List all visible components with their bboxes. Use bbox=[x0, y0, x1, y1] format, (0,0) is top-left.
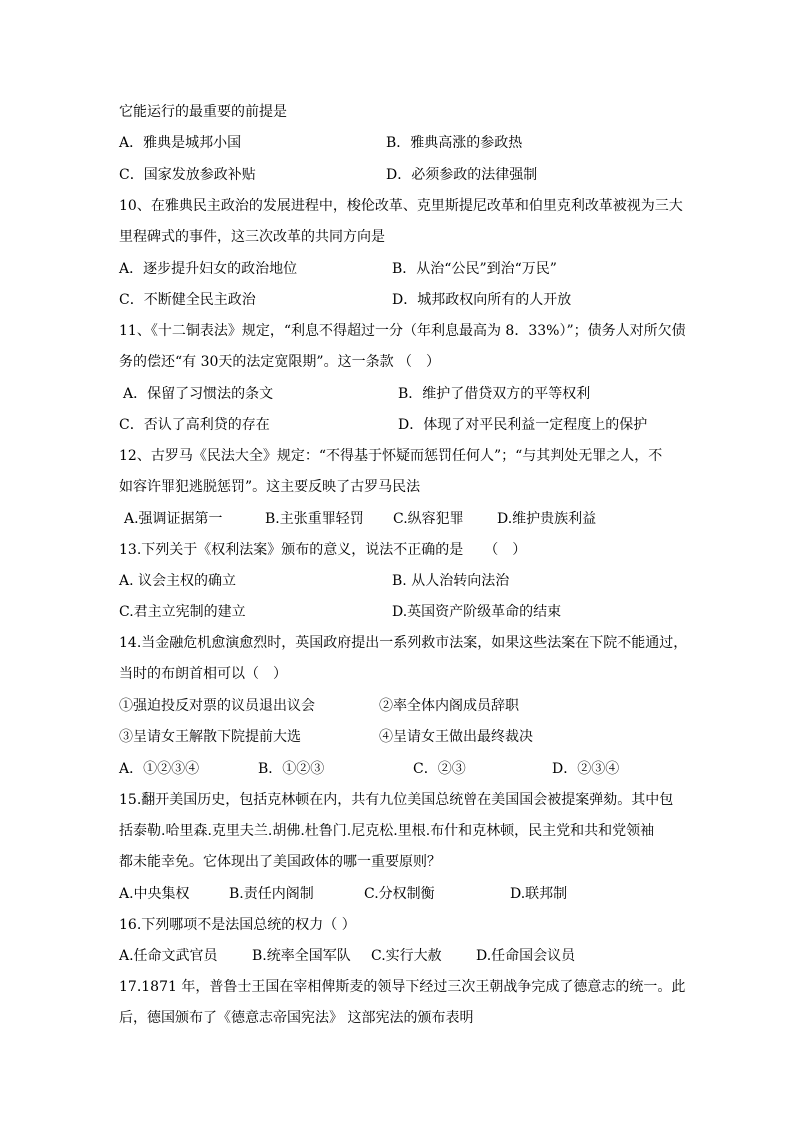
q14-choice-4: ④呈请女王做出最终裁决 bbox=[379, 729, 533, 745]
q16-stem: 16.下列哪项不是法国总统的权力（ ） bbox=[119, 917, 356, 933]
q9-option-a: A．雅典是城邦小国 bbox=[119, 135, 242, 151]
q14-choice-3: ③呈请女王解散下院提前大选 bbox=[119, 729, 301, 745]
q14-option-d: D．②③④ bbox=[552, 761, 620, 777]
q14-option-a: A．①②③④ bbox=[119, 761, 200, 777]
q10-option-a: A．逐步提升妇女的政治地位 bbox=[119, 261, 298, 277]
q14-choice-1: ①强迫投反对票的议员退出议会 bbox=[119, 698, 315, 714]
q15-stem-line3: 都未能幸免。它体现出了美国政体的哪一重要原则？ bbox=[119, 854, 441, 870]
q15-stem-line1: 15.翻开美国历史，包括克林顿在内，共有九位美国总统曾在美国国会被提案弹劾。其中包 bbox=[119, 792, 674, 808]
q14-option-c: C．②③ bbox=[413, 761, 466, 777]
q15-option-b: B.责任内阁制 bbox=[229, 886, 314, 902]
q12-stem-line1: 12、古罗马《民法大全》规定：“不得基于怀疑而惩罚任何人”；“与其判处无罪之人，不 bbox=[119, 448, 663, 464]
q13-option-b: B. 从人治转向法治 bbox=[392, 573, 510, 589]
q12-option-c: C.纵容犯罪 bbox=[393, 511, 464, 527]
q13-stem: 13.下列关于《权利法案》颁布的意义，说法不正确的是 （ ） bbox=[119, 542, 527, 558]
q10-option-b: B．从治“公民”到治“万民” bbox=[392, 261, 557, 277]
q13-option-c: C.君主立宪制的建立 bbox=[119, 604, 246, 620]
q15-stem-line2: 括泰勒.哈里森.克里夫兰.胡佛.杜鲁门.尼克松.里根.布什和克林顿，民主党和共和党领袖 bbox=[119, 823, 655, 839]
q16-option-a: A.任命文武官员 bbox=[119, 948, 218, 964]
q10-stem-line1: 10、在雅典民主政治的发展进程中，梭伦改革、克里斯提尼改革和伯里克利改革被视为三大 bbox=[119, 198, 683, 214]
q11-stem-line1: 11、《十二铜表法》规定，“利息不得超过一分（年利息最高为 8．33%）”；债务人对所欠债 bbox=[119, 323, 686, 339]
q11-option-c: C．否认了高利贷的存在 bbox=[119, 417, 270, 433]
q15-option-a: A.中央集权 bbox=[119, 886, 190, 902]
q12-option-b: B.主张重罪轻罚 bbox=[265, 511, 364, 527]
q13-option-a: A. 议会主权的确立 bbox=[119, 573, 237, 589]
q9-option-c: C．国家发放参政补贴 bbox=[119, 167, 256, 183]
q14-option-b: B．①②③ bbox=[258, 761, 325, 777]
q17-stem-line2: 后，德国颁布了《德意志帝国宪法》 这部宪法的颁布表明 bbox=[119, 1010, 474, 1026]
q14-stem-line2: 当时的布朗首相可以（ ） bbox=[119, 666, 287, 682]
q10-option-d: D．城邦政权向所有的人开放 bbox=[392, 292, 572, 308]
q16-option-b: B.统率全国军队 bbox=[252, 948, 351, 964]
q15-option-d: D.联邦制 bbox=[510, 886, 568, 902]
q17-stem-line1: 17.1871 年，普鲁士王国在宰相俾斯麦的领导下经过三次王朝战争完成了德意志的统一。此 bbox=[119, 979, 686, 995]
q16-option-d: D.任命国会议员 bbox=[476, 948, 576, 964]
q9-option-b: B．雅典高涨的参政热 bbox=[386, 135, 523, 151]
q10-stem-line2: 里程碑式的事件，这三次改革的共同方向是 bbox=[119, 229, 385, 245]
q10-option-c: C．不断健全民主政治 bbox=[119, 292, 256, 308]
q11-option-a: A．保留了习惯法的条文 bbox=[123, 386, 274, 402]
q9-stem-continuation: 它能运行的最重要的前提是 bbox=[119, 104, 287, 120]
q12-stem-line2: 如容许罪犯逃脱惩罚”。这主要反映了古罗马民法 bbox=[119, 479, 421, 495]
q12-option-d: D.维护贵族利益 bbox=[497, 511, 597, 527]
q13-option-d: D.英国资产阶级革命的结束 bbox=[392, 604, 562, 620]
q12-option-a: A.强调证据第一 bbox=[124, 511, 223, 527]
q11-option-d: D．体现了对平民利益一定程度上的保护 bbox=[398, 417, 648, 433]
q14-stem-line1: 14.当金融危机愈演愈烈时，英国政府提出一系列救市法案，如果这些法案在下院不能通过， bbox=[119, 635, 688, 651]
q9-option-d: D．必须参政的法律强制 bbox=[386, 167, 538, 183]
q14-choice-2: ②率全体内阁成员辞职 bbox=[379, 698, 519, 714]
q15-option-c: C.分权制衡 bbox=[364, 886, 435, 902]
q16-option-c: C.实行大赦 bbox=[371, 948, 442, 964]
q11-option-b: B．维护了借贷双方的平等权利 bbox=[398, 386, 591, 402]
q11-stem-line2: 务的偿还“有 30天的法定宽限期”。这一条款 （ ） bbox=[119, 354, 441, 370]
